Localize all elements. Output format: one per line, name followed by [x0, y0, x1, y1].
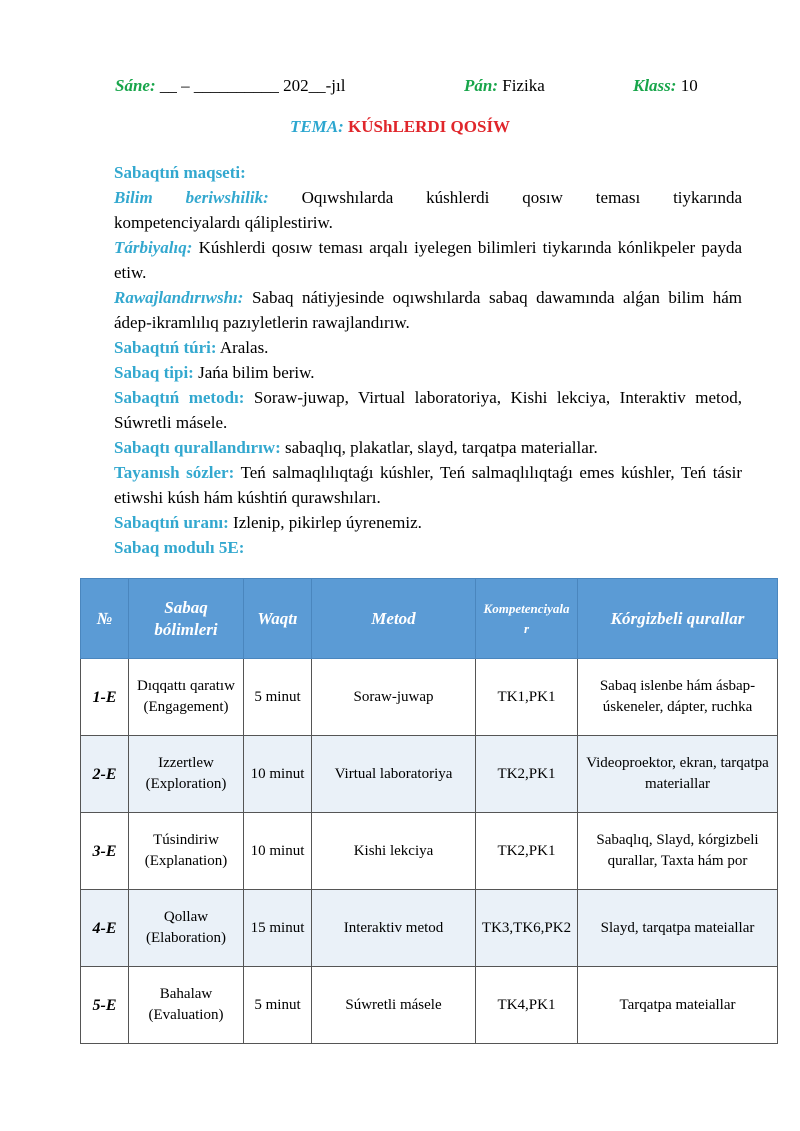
- method-cell: Súwretli másele: [312, 967, 476, 1044]
- table-header-row: [81, 579, 778, 659]
- lesson-method-value: Soraw-juwap, Virtual laboratoriya, Kishi lekciya, Interaktiv metod, Súwretli másele.: [114, 388, 743, 432]
- method-cell: Interaktiv metod: [312, 890, 476, 967]
- educational-goal-line1: [114, 185, 742, 210]
- method-cell: Virtual laboratoriya: [312, 736, 476, 813]
- stage-cell: 4-E: [81, 890, 129, 967]
- lesson-method: [114, 385, 742, 435]
- lesson-module-table: [80, 578, 778, 1044]
- educational-goal-text: Oqıwshılarda kúshlerdi qosıw teması tiykarında: [301, 188, 743, 207]
- header-line: [115, 76, 755, 100]
- header-competencies: Kompetenciyalar: [476, 579, 578, 659]
- date-value: __ – __________ 202__-jıl: [159, 76, 346, 95]
- stage-cell: 1-E: [81, 659, 129, 736]
- key-words: [114, 460, 742, 510]
- competence-cell: TK4,PK1: [476, 967, 578, 1044]
- upbringing-goal: [114, 235, 742, 285]
- table-row: [81, 736, 778, 813]
- lesson-method-label: Sabaqtıń metodı:: [114, 388, 245, 407]
- lesson-part-cell: Dıqqattı qaratıw (Engagement): [129, 659, 244, 736]
- lesson-goal-heading: Sabaqtıń maqseti:: [114, 163, 246, 182]
- educational-goal-label: Bilim beriwshilik:: [114, 188, 269, 207]
- lesson-equipment-label: Sabaqtı qurallandırıw:: [114, 438, 281, 457]
- header-visual-tools: Kórgizbeli qurallar: [578, 579, 778, 659]
- key-words-value: Teń salmaqlılıqtaǵı kúshler, Teń salmaqlılıqtaǵı emes kúshler, Teń tásir etiwshi kúsh hám kúshtiń qurawshıları.: [114, 463, 742, 507]
- date-label: Sáne:: [115, 76, 156, 95]
- topic-label: TEMA:: [289, 117, 344, 136]
- lesson-part-cell: Qollaw (Elaboration): [129, 890, 244, 967]
- subject-label: Pán:: [464, 76, 498, 95]
- stage-cell: 2-E: [81, 736, 129, 813]
- time-cell: 15 minut: [244, 890, 312, 967]
- lesson-type: [114, 360, 742, 385]
- class-label: Klass:: [633, 76, 677, 95]
- upbringing-goal-label: Tárbiyalıq:: [114, 238, 193, 257]
- time-cell: 5 minut: [244, 659, 312, 736]
- key-words-label: Tayanısh sózler:: [114, 463, 235, 482]
- lesson-kind: [114, 335, 742, 360]
- topic-value: KÚShLERDI QOSÍW: [348, 117, 511, 136]
- lesson-module-heading: Sabaq modulı 5E:: [114, 538, 245, 557]
- table-row: [81, 659, 778, 736]
- lesson-kind-label: Sabaqtıń túri:: [114, 338, 217, 357]
- developing-goal-text: Sabaq nátiyjesinde oqıwshılarda sabaq dawamında alǵan bilim hám ádep-ikramlılıq pazıyletlerin rawajlandırıw.: [114, 288, 743, 332]
- table-row: [81, 890, 778, 967]
- lesson-type-label: Sabaq tipi:: [114, 363, 194, 382]
- class-field: [633, 76, 698, 96]
- competence-cell: TK2,PK1: [476, 813, 578, 890]
- lesson-equipment-value: sabaqlıq, plakatlar, slayd, tarqatpa materiallar.: [285, 438, 598, 457]
- competence-cell: TK3,TK6,PK2: [476, 890, 578, 967]
- subject-value: Fizika: [502, 76, 545, 95]
- header-lesson-parts: Sabaq bólimleri: [129, 579, 244, 659]
- header-time: Waqtı: [244, 579, 312, 659]
- upbringing-goal-text: Kúshlerdi qosıw teması arqalı iyelegen bilimleri tiykarında kónlikpeler payda etiw.: [114, 238, 743, 282]
- lesson-part-cell: Túsindiriw (Explanation): [129, 813, 244, 890]
- competence-cell: TK1,PK1: [476, 659, 578, 736]
- stage-cell: 5-E: [81, 967, 129, 1044]
- lesson-motto: [114, 510, 742, 535]
- developing-goal-label: Rawajlandırıwshı:: [114, 288, 244, 307]
- class-value: 10: [680, 76, 698, 95]
- lesson-equipment: [114, 435, 742, 460]
- lesson-part-cell: Bahalaw (Evaluation): [129, 967, 244, 1044]
- tools-cell: Sabaq islenbe hám ásbap-úskeneler, dápter, ruchka: [578, 659, 778, 736]
- topic-title: [0, 117, 800, 137]
- time-cell: 5 minut: [244, 967, 312, 1044]
- lesson-motto-value: Izlenip, pikirlep úyrenemiz.: [233, 513, 422, 532]
- lesson-motto-label: Sabaqtıń uranı:: [114, 513, 229, 532]
- header-number: №: [81, 579, 129, 659]
- table-row: [81, 967, 778, 1044]
- stage-cell: 3-E: [81, 813, 129, 890]
- tools-cell: Tarqatpa mateiallar: [578, 967, 778, 1044]
- competence-cell: TK2,PK1: [476, 736, 578, 813]
- header-method: Metod: [312, 579, 476, 659]
- date-field: [115, 76, 345, 96]
- tools-cell: Sabaqlıq, Slayd, kórgizbeli qurallar, Taxta hám por: [578, 813, 778, 890]
- table-row: [81, 813, 778, 890]
- educational-goal-line2: kompetenciyalardı qáliplestiriw.: [114, 213, 333, 232]
- developing-goal: [114, 285, 742, 335]
- subject-field: [464, 76, 545, 96]
- lesson-type-value: Jańa bilim beriw.: [198, 363, 315, 382]
- time-cell: 10 minut: [244, 736, 312, 813]
- lesson-part-cell: Izzertlew (Exploration): [129, 736, 244, 813]
- tools-cell: Videoproektor, ekran, tarqatpa materiallar: [578, 736, 778, 813]
- method-cell: Kishi lekciya: [312, 813, 476, 890]
- tools-cell: Slayd, tarqatpa mateiallar: [578, 890, 778, 967]
- lesson-kind-value: Aralas.: [219, 338, 269, 357]
- method-cell: Soraw-juwap: [312, 659, 476, 736]
- time-cell: 10 minut: [244, 813, 312, 890]
